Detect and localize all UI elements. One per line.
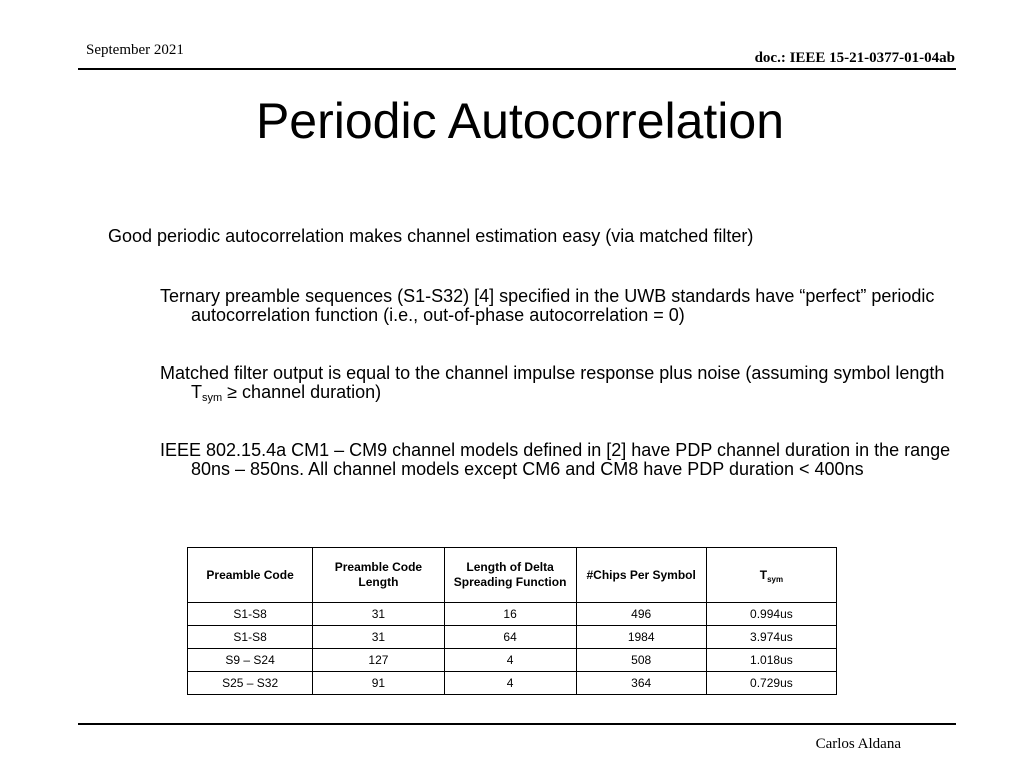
bullet-matched-text-after: ≥ channel duration) <box>222 382 382 402</box>
bullet-level1: Good periodic autocorrelation makes channel estimation easy (via matched filter) <box>108 226 754 246</box>
table-cell: 0.994us <box>706 603 836 626</box>
table-row <box>188 649 837 672</box>
table-cell: 1.018us <box>706 649 836 672</box>
bullet-ternary: Ternary preamble sequences (S1-S32) [4] specified in the UWB standards have “perfect” periodic autocorrelation function (i.e., out-of-phase autocorrelation = 0) <box>160 286 935 325</box>
table-cell: 64 <box>444 626 576 649</box>
header-delta-spreading-length: Length of Delta Spreading Function <box>444 548 576 603</box>
table-cell: S9 – S24 <box>188 649 313 672</box>
header-date: September 2021 <box>86 42 184 58</box>
header-tsym <box>706 548 836 603</box>
bullet-matched-filter <box>160 364 951 402</box>
table-cell: 508 <box>576 649 706 672</box>
table-cell: S1-S8 <box>188 603 313 626</box>
table-cell: 496 <box>576 603 706 626</box>
table-cell: 364 <box>576 672 706 695</box>
table-cell: 16 <box>444 603 576 626</box>
table-cell: 91 <box>313 672 444 695</box>
table-cell: 127 <box>313 649 444 672</box>
tsym-subscript: sym <box>202 392 223 404</box>
table-cell: 4 <box>444 649 576 672</box>
table-header-row <box>188 548 837 603</box>
table-cell: 1984 <box>576 626 706 649</box>
header-divider <box>78 68 956 70</box>
table-cell: S1-S8 <box>188 626 313 649</box>
table-row <box>188 672 837 695</box>
table-cell: 4 <box>444 672 576 695</box>
table-cell: 3.974us <box>706 626 836 649</box>
header-chips-per-symbol: #Chips Per Symbol <box>576 548 706 603</box>
table-cell: 31 <box>313 603 444 626</box>
header-tsym-label: T <box>759 567 768 582</box>
table-row <box>188 603 837 626</box>
header-preamble-code-length: Preamble Code Length <box>313 548 444 603</box>
table-cell: S25 – S32 <box>188 672 313 695</box>
table-row <box>188 626 837 649</box>
header-doc-id: doc.: IEEE 15-21-0377-01-04ab <box>754 50 955 66</box>
bullet-matched-text-before: Matched filter output is equal to the channel impulse response plus noise (assuming symbol length T <box>160 363 945 402</box>
header-preamble-code: Preamble Code <box>188 548 313 603</box>
footer-author: Carlos Aldana <box>815 736 901 752</box>
header-tsym-subscript: sym <box>767 574 784 584</box>
slide-title: Periodic Autocorrelation <box>255 93 785 149</box>
table-cell: 0.729us <box>706 672 836 695</box>
footer-divider <box>78 723 956 725</box>
preamble-code-table <box>187 547 837 695</box>
bullet-ieee-channel-models: IEEE 802.15.4a CM1 – CM9 channel models defined in [2] have PDP channel duration in the range 80ns – 850ns. All channel models except CM6 and CM8 have PDP duration < 400ns <box>160 440 951 479</box>
table-cell: 31 <box>313 626 444 649</box>
